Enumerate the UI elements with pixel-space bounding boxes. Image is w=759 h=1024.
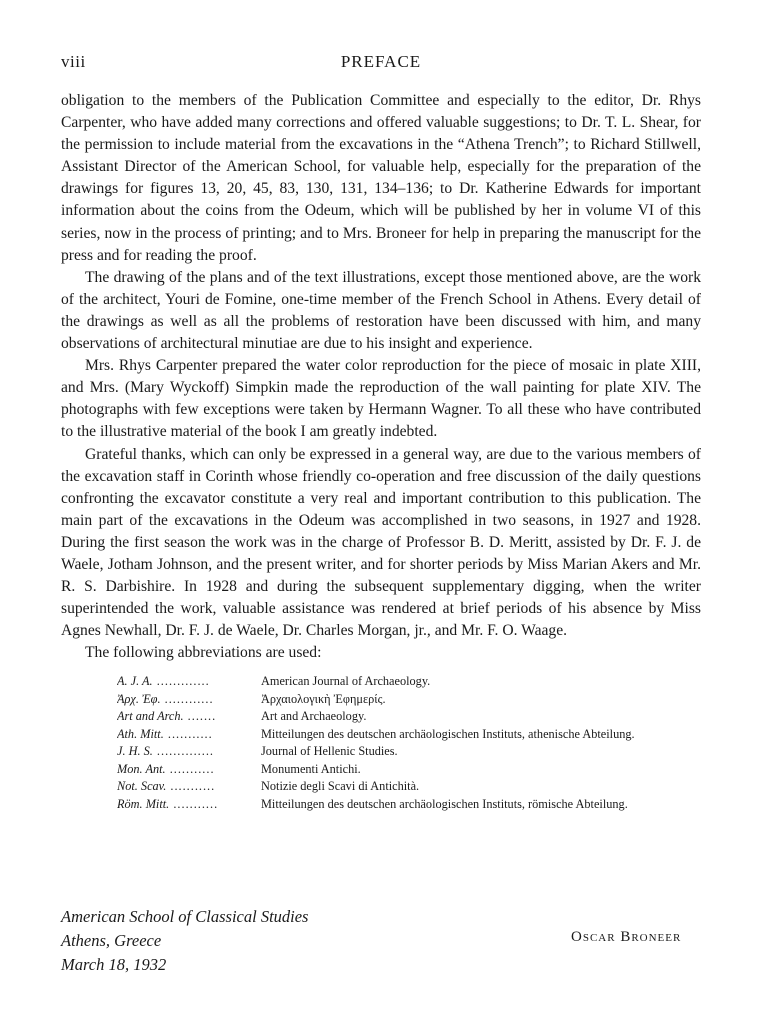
abbreviation-term: A. J. A.	[117, 674, 153, 689]
abbreviation-term: Ἀρχ. Ἐφ.	[117, 691, 161, 706]
abbreviation-row	[117, 743, 635, 761]
footer-date: March 18, 1932	[61, 955, 167, 974]
author-signature: Oscar Broneer	[571, 929, 682, 945]
abbreviation-row	[117, 726, 635, 744]
abbreviation-meaning: Mitteilungen des deutschen archäologischen Instituts, römische Abteilung.	[261, 796, 628, 811]
abbreviation-term: Art and Arch.	[117, 709, 184, 724]
abbreviation-term-cell	[117, 708, 255, 726]
abbreviation-row	[117, 673, 635, 691]
page-number: viii	[61, 52, 86, 71]
abbreviation-term: Mon. Ant.	[117, 761, 166, 776]
footer-location: Athens, Greece	[61, 931, 162, 950]
abbreviation-row	[117, 691, 635, 709]
abbreviation-term: Röm. Mitt.	[117, 796, 170, 811]
abbreviation-term-cell	[117, 673, 255, 691]
leader-dots: ...........	[169, 796, 219, 811]
paragraph-excavation-staff: Grateful thanks, which can only be expressed in a general way, are due to the various members of the excavation staff in Corinth whose friendly co-operation and free discussion of the daily questions confronting the excavator constitute a very real and important contribution to this publication. The main part of the excavations in the Odeum was accomplished in two seasons, in 1927 and 1928. During the first season the work was in the charge of Professor B. D. Meritt, assisted by Dr. F. J. de Waele, Jotham Johnson, and the present writer, and for shorter periods by Miss Marian Akers and Mr. R. S. Darbishire. In 1928 and during the subsequent supplementary digging, when the writer superintended the work, valuable assistance was rendered at brief periods of his absence by Miss Agnes Newhall, Dr. F. J. de Waele, Dr. Charles Morgan, jr., and Mr. F. O. Waage.	[61, 445, 701, 640]
leader-dots: .............	[152, 674, 210, 689]
abbreviation-term-cell	[117, 691, 255, 709]
running-head: PREFACE	[340, 52, 422, 71]
paragraph-illustrations: Mrs. Rhys Carpenter prepared the water color reproduction for the piece of mosaic in plate XIII, and Mrs. (Mary Wyckoff) Simpkin made the reproduction of the wall painting for plate XIV. The photographs with few exceptions were taken by Hermann Wagner. To all these who have contributed to the illustrative material of the book I am greatly indebted.	[61, 357, 701, 441]
abbreviation-meaning: Art and Archaeology.	[261, 709, 367, 724]
abbreviation-term-cell	[117, 778, 255, 796]
preface-footer	[61, 905, 701, 977]
page	[61, 52, 701, 813]
abbreviation-row	[117, 796, 635, 814]
page-header	[61, 52, 701, 78]
leader-dots: ...........	[166, 779, 216, 794]
abbreviation-meaning: Mitteilungen des deutschen archäologischen Instituts, athenische Abteilung.	[261, 726, 635, 741]
abbreviation-term-cell	[117, 796, 255, 814]
footer-institution: American School of Classical Studies	[61, 907, 309, 926]
leader-dots: ............	[160, 691, 214, 706]
paragraph-acknowledgements: obligation to the members of the Publication Committee and especially to the editor, Dr. Rhys Carpenter, who have added many corrections and offered valuable suggestions; to Dr. T. L. Shear, for the permission to include material from the excavations in the “Athena Trench”; to Richard Stillwell, Assistant Director of the American School, for valuable help, especially for the preparation of the drawings for figures 13, 20, 45, 83, 130, 131, 134–136; to Dr. Katherine Edwards for important information about the coins from the Odeum, which will be published by her in volume VI of this series, now in the process of printing; and to Mrs. Broneer for help in preparing the manuscript for the press and for reading the proof.	[61, 92, 701, 264]
leader-dots: ...........	[165, 761, 215, 776]
abbreviation-row	[117, 761, 635, 779]
abbreviation-meaning: Monumenti Antichi.	[261, 761, 361, 776]
abbreviation-meaning: Journal of Hellenic Studies.	[261, 744, 398, 759]
abbreviation-term-cell	[117, 743, 255, 761]
abbreviation-meaning: Notizie degli Scavi di Antichità.	[261, 779, 420, 794]
paragraph-abbreviations-intro: The following abbreviations are used:	[85, 644, 322, 662]
abbreviation-meaning: Ἀρχαιολογικὴ Ἐφημερίς.	[261, 691, 386, 706]
abbreviation-row	[117, 778, 635, 796]
abbreviation-term: J. H. S.	[117, 744, 153, 759]
leader-dots: ..............	[152, 744, 214, 759]
paragraph-drawings: The drawing of the plans and of the text illustrations, except those mentioned above, are the work of the architect, Youri de Fomine, one-time member of the French School in Athens. Every detail of the drawings as well as all the problems of restoration have been discussed with him, and many observations of architectural minutiae are due to his insight and experience.	[61, 268, 701, 353]
abbreviation-meaning: American Journal of Archaeology.	[261, 674, 431, 689]
preface-body	[61, 90, 701, 664]
abbreviation-term-cell	[117, 726, 255, 744]
abbreviation-term: Not. Scav.	[117, 779, 167, 794]
leader-dots: ...........	[163, 726, 213, 741]
abbreviations-table	[117, 673, 635, 813]
abbreviation-row	[117, 708, 635, 726]
leader-dots: .......	[183, 709, 217, 724]
abbreviation-term: Ath. Mitt.	[117, 726, 164, 741]
abbreviation-term-cell	[117, 761, 255, 779]
